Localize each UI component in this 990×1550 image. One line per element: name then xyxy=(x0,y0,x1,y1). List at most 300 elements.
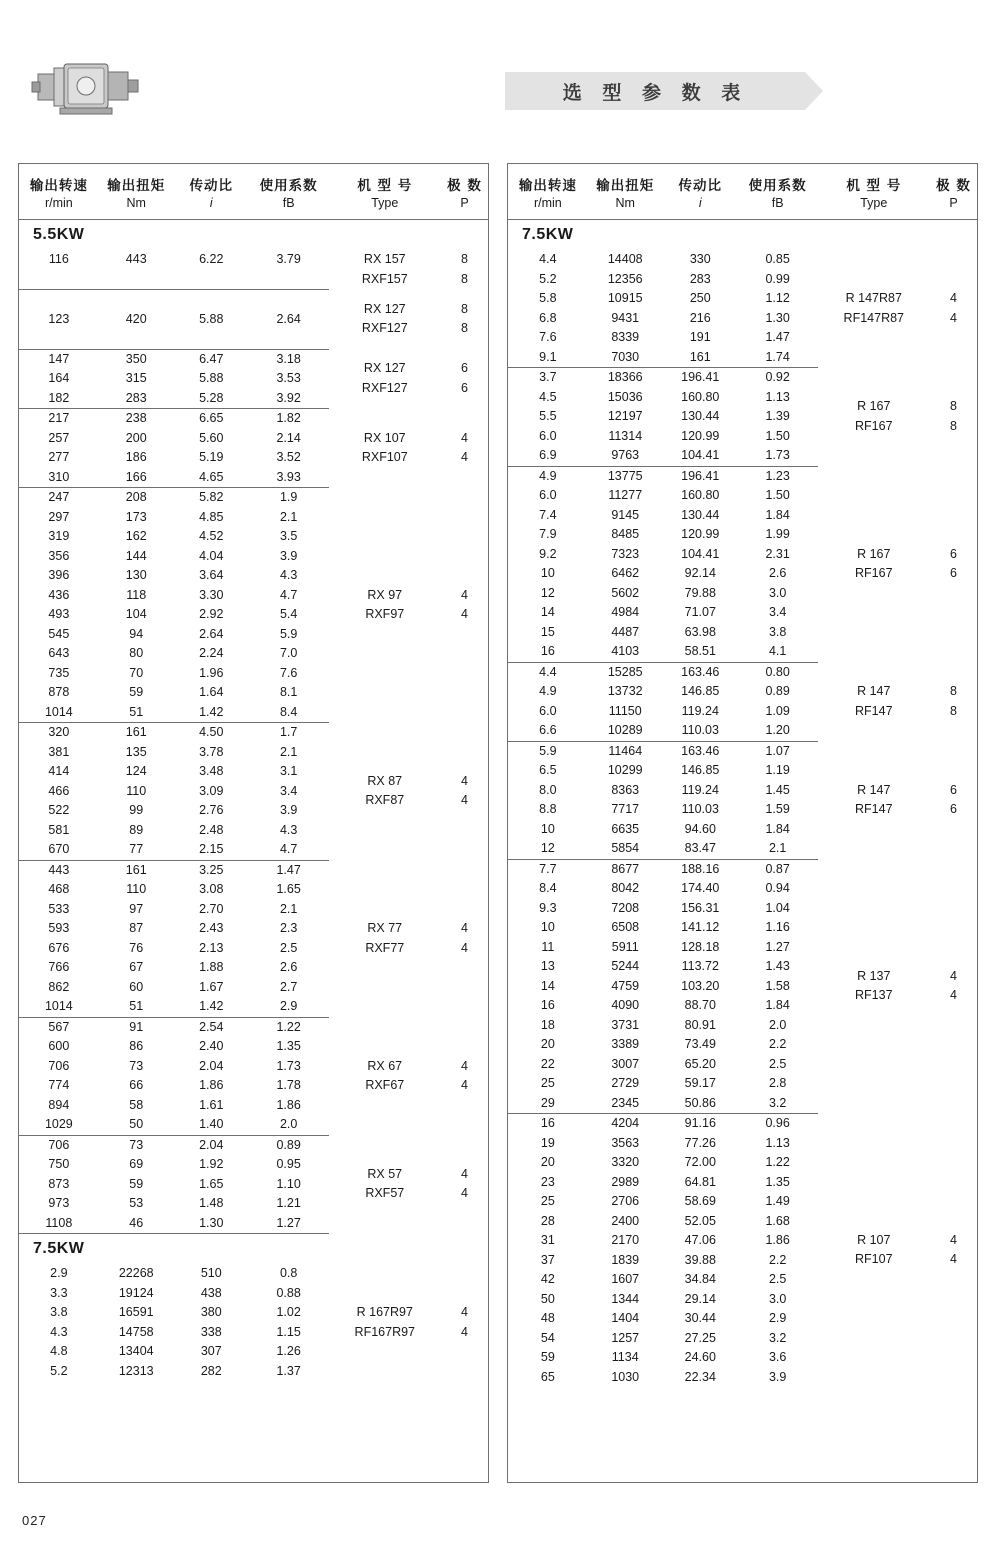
cell-nm: 350 xyxy=(125,351,147,366)
cell-rpm: 973 xyxy=(48,1196,70,1210)
cell-i: 2.04 xyxy=(199,1137,224,1152)
right-table-column xyxy=(507,163,978,1483)
cell-rpm: 48 xyxy=(540,1311,555,1325)
cell-fb: 1.78 xyxy=(276,1078,301,1092)
cell-nm: 4103 xyxy=(588,642,663,662)
cell-rpm: 50 xyxy=(540,1291,555,1306)
cell-i: 24.60 xyxy=(684,1350,716,1364)
poles-line-1: 4 xyxy=(461,1058,468,1073)
cell-i: 3.78 xyxy=(199,744,224,759)
cell-nm: 144 xyxy=(125,548,147,563)
cell-rpm: 7.9 xyxy=(539,527,557,541)
cell-nm: 124 xyxy=(125,764,147,778)
cell-fb: 1.73 xyxy=(738,446,818,466)
cell-i: 1.42 xyxy=(174,703,249,723)
cell-fb: 0.89 xyxy=(765,684,790,698)
cell-nm: 99 xyxy=(129,803,144,817)
cell-fb: 3.2 xyxy=(738,1094,818,1114)
cell-nm: 8363 xyxy=(611,782,640,797)
table-row xyxy=(508,1114,977,1134)
type-line-1: R 167 xyxy=(857,399,891,414)
cell-rpm: 147 xyxy=(48,351,70,366)
power-section-heading: 7.5KW xyxy=(33,1240,85,1257)
cell-fb: 5.9 xyxy=(279,626,298,641)
cell-poles xyxy=(441,723,488,861)
cell-nm: 2170 xyxy=(611,1233,640,1247)
type-line-1: RX 127 xyxy=(363,361,406,376)
cell-i: 30.44 xyxy=(684,1311,716,1325)
cell-nm: 89 xyxy=(129,822,144,837)
table-row xyxy=(19,1135,488,1155)
cell-i: 3.30 xyxy=(199,587,224,602)
cell-nm: 60 xyxy=(129,979,144,994)
cell-i: 1.40 xyxy=(174,1115,249,1135)
cell-rpm: 28 xyxy=(540,1213,555,1228)
cell-fb: 1.22 xyxy=(276,1019,301,1034)
cell-fb: 2.0 xyxy=(249,1115,329,1135)
cell-rpm: 8.8 xyxy=(539,802,557,816)
cell-poles xyxy=(930,741,977,859)
cell-poles xyxy=(441,1017,488,1135)
cell-nm: 186 xyxy=(125,450,147,464)
poles-line-1: 4 xyxy=(461,587,468,602)
poles-line-1: 4 xyxy=(461,430,468,445)
cell-i: 2.40 xyxy=(199,1039,224,1053)
cell-nm: 87 xyxy=(129,921,144,935)
cell-poles xyxy=(930,859,977,1114)
left-table-column xyxy=(18,163,489,1483)
cell-rpm: 381 xyxy=(48,744,70,759)
cell-fb: 1.84 xyxy=(765,507,790,522)
cell-nm: 1030 xyxy=(611,1369,640,1384)
cell-nm: 5854 xyxy=(588,839,663,859)
cell-fb: 3.8 xyxy=(768,624,787,639)
cell-fb: 8.1 xyxy=(279,685,298,699)
cell-rpm: 567 xyxy=(48,1019,70,1034)
poles-line-2: 4 xyxy=(950,310,957,325)
cell-nm: 10915 xyxy=(607,291,643,305)
cell-fb: 5.4 xyxy=(279,607,298,621)
table-row xyxy=(19,250,488,270)
cell-nm: 6508 xyxy=(611,920,640,934)
cell-rpm: 18 xyxy=(540,1017,555,1032)
cell-fb: 3.52 xyxy=(276,450,301,464)
header-unit-p: P xyxy=(460,196,469,210)
type-line-1: RX 157 xyxy=(363,252,406,267)
type-line-2: RXF87 xyxy=(365,793,405,808)
type-line-1: R 147 xyxy=(857,782,891,797)
cell-rpm: 766 xyxy=(48,960,70,974)
cell-type xyxy=(818,250,931,368)
cell-i: 2.13 xyxy=(199,940,224,955)
type-line-2: RF107 xyxy=(855,1252,893,1267)
cell-fb: 1.10 xyxy=(276,1176,301,1191)
cell-nm: 59 xyxy=(129,1176,144,1191)
header-output-torque: 输出扭矩 xyxy=(596,178,655,194)
cell-rpm: 9.3 xyxy=(539,900,557,915)
cell-fb: 7.6 xyxy=(279,665,298,680)
cell-fb: 1.86 xyxy=(765,1233,790,1247)
cell-i: 130.44 xyxy=(681,507,720,522)
cell-fb: 3.0 xyxy=(768,1291,787,1306)
type-line-2: RF147 xyxy=(855,802,893,816)
cell-rpm: 706 xyxy=(48,1137,70,1152)
cell-i: 39.88 xyxy=(684,1252,716,1267)
type-line-2: RXF67 xyxy=(365,1078,405,1092)
cell-i: 1.96 xyxy=(199,665,224,680)
cell-nm: 6635 xyxy=(611,821,640,836)
cell-rpm: 862 xyxy=(48,979,70,994)
cell-rpm: 443 xyxy=(48,862,70,877)
cell-i: 2.76 xyxy=(199,803,224,817)
cell-type xyxy=(329,1017,442,1135)
cell-i: 94.60 xyxy=(684,821,716,836)
cell-i: 2.43 xyxy=(199,921,224,935)
cell-fb: 2.31 xyxy=(765,546,790,561)
cell-rpm: 20 xyxy=(540,1155,555,1169)
poles-line-1: 4 xyxy=(461,1305,468,1319)
header-unit-rpm: r/min xyxy=(533,196,562,210)
cell-fb: 0.80 xyxy=(765,664,790,679)
type-line-2: RXF97 xyxy=(365,607,405,621)
type-line-2: RXF107 xyxy=(361,450,408,464)
cell-fb: 1.13 xyxy=(765,1135,790,1150)
cell-i: 5.88 xyxy=(199,311,224,326)
cell-rpm: 19 xyxy=(540,1135,555,1150)
cell-rpm: 59 xyxy=(540,1350,555,1364)
spec-tables xyxy=(18,163,978,1483)
cell-fb: 2.6 xyxy=(768,566,787,580)
type-line-1: RX 77 xyxy=(367,921,403,935)
header-poles: 极 数 xyxy=(936,178,971,194)
left-spec-table xyxy=(19,164,488,1381)
cell-fb: 2.1 xyxy=(279,744,298,759)
cell-fb: 2.3 xyxy=(279,921,298,935)
cell-rpm: 466 xyxy=(48,783,70,798)
cell-fb: 2.5 xyxy=(279,940,298,955)
cell-i: 146.85 xyxy=(681,763,720,777)
cell-rpm: 878 xyxy=(48,685,70,699)
cell-type xyxy=(329,349,442,409)
cell-i: 58.69 xyxy=(684,1194,716,1208)
cell-fb: 8.4 xyxy=(249,703,329,723)
cell-i: 88.70 xyxy=(684,998,716,1012)
cell-fb: 1.12 xyxy=(765,291,790,305)
type-line-1: RX 97 xyxy=(367,587,403,602)
cell-rpm: 7.4 xyxy=(539,507,557,522)
cell-nm: 173 xyxy=(125,509,147,524)
cell-nm: 16591 xyxy=(118,1305,154,1319)
poles-line-2: 8 xyxy=(461,271,468,286)
poles-line-2: 4 xyxy=(950,988,957,1003)
type-line-1: RX 107 xyxy=(363,430,406,445)
cell-rpm: 5.9 xyxy=(539,743,557,758)
cell-nm: 420 xyxy=(125,311,147,326)
cell-i: 3.48 xyxy=(199,764,224,778)
poles-line-1: 8 xyxy=(950,399,957,414)
cell-i: 146.85 xyxy=(681,684,720,698)
cell-rpm: 22 xyxy=(540,1056,555,1071)
cell-i: 104.41 xyxy=(663,446,738,466)
cell-i: 130.44 xyxy=(681,409,720,423)
cell-i: 5.82 xyxy=(199,490,224,504)
cell-nm: 77 xyxy=(99,840,174,860)
cell-fb: 1.99 xyxy=(765,527,790,541)
cell-fb: 0.95 xyxy=(276,1157,301,1171)
cell-fb: 3.53 xyxy=(276,371,301,385)
cell-nm: 76 xyxy=(129,940,144,955)
cell-nm: 11464 xyxy=(608,743,643,758)
cell-nm: 13775 xyxy=(607,468,643,483)
cell-rpm: 14 xyxy=(540,978,555,993)
cell-fb: 3.0 xyxy=(768,585,787,600)
cell-rpm: 16 xyxy=(540,998,555,1012)
cell-rpm: 25 xyxy=(540,1194,555,1208)
cell-nm: 238 xyxy=(125,411,147,425)
cell-poles xyxy=(930,466,977,662)
cell-fb: 0.96 xyxy=(765,1116,790,1130)
cell-nm: 7323 xyxy=(611,546,640,561)
cell-i: 2.64 xyxy=(199,626,224,641)
cell-rpm: 6.8 xyxy=(539,310,557,325)
cell-rpm: 10 xyxy=(540,821,555,836)
table-header-cn xyxy=(508,164,977,196)
cell-rpm: 42 xyxy=(540,1272,555,1286)
cell-nm: 14408 xyxy=(607,252,643,266)
cell-nm: 86 xyxy=(129,1039,144,1053)
cell-rpm: 5.2 xyxy=(50,1363,68,1378)
cell-i: 1.42 xyxy=(174,997,249,1017)
cell-type xyxy=(818,859,931,1114)
cell-nm: 3731 xyxy=(611,1017,640,1032)
cell-rpm: 4.4 xyxy=(539,664,557,679)
cell-type xyxy=(329,860,442,1017)
cell-poles xyxy=(930,662,977,741)
cell-i: 103.20 xyxy=(681,978,720,993)
type-line-2: RF147R87 xyxy=(843,310,904,325)
cell-rpm: 6.9 xyxy=(508,446,588,466)
table-row xyxy=(19,290,488,310)
cell-nm: 80 xyxy=(129,646,144,660)
table-row xyxy=(19,1264,488,1284)
page-number: 027 xyxy=(22,1513,47,1528)
cell-i: 2.92 xyxy=(199,607,224,621)
cell-fb: 1.45 xyxy=(765,782,790,797)
cell-nm: 3320 xyxy=(611,1155,640,1169)
poles-line-1: 4 xyxy=(950,968,957,983)
cell-nm: 5911 xyxy=(611,939,639,954)
poles-line-2: 4 xyxy=(461,1324,468,1339)
poles-line-2: 4 xyxy=(461,450,468,464)
cell-i: 71.07 xyxy=(684,605,716,619)
cell-i: 29.14 xyxy=(684,1291,716,1306)
cell-spacer xyxy=(19,290,99,310)
cell-rpm: 14 xyxy=(540,605,555,619)
header-unit-nm: Nm xyxy=(615,196,635,210)
cell-i: 119.24 xyxy=(681,782,719,797)
cell-fb: 2.14 xyxy=(276,430,301,445)
cell-fb: 0.87 xyxy=(765,861,790,876)
cell-i: 160.80 xyxy=(681,488,720,502)
cell-i: 3.25 xyxy=(199,862,224,877)
cell-i: 4.85 xyxy=(199,509,224,524)
header-ratio: 传动比 xyxy=(678,178,723,194)
cell-i: 6.47 xyxy=(199,351,224,366)
cell-fb: 1.35 xyxy=(276,1039,301,1053)
cell-fb: 2.7 xyxy=(279,979,298,994)
cell-fb: 0.92 xyxy=(765,370,790,384)
header-output-torque: 输出扭矩 xyxy=(107,178,166,194)
cell-rpm: 31 xyxy=(540,1233,555,1247)
type-line-2: RF167 xyxy=(855,566,893,580)
cell-fb: 1.50 xyxy=(765,428,790,443)
cell-nm: 8042 xyxy=(611,881,640,895)
cell-rpm: 10 xyxy=(540,920,555,934)
cell-rpm: 164 xyxy=(48,371,70,385)
cell-poles xyxy=(930,368,977,467)
cell-rpm: 12 xyxy=(540,585,555,600)
cell-fb: 2.2 xyxy=(768,1037,787,1051)
cell-fb: 0.88 xyxy=(276,1285,301,1300)
cell-i: 113.72 xyxy=(681,959,719,973)
header-unit-rpm: r/min xyxy=(44,196,73,210)
cell-nm: 59 xyxy=(129,685,144,699)
cell-type xyxy=(329,250,442,290)
cell-type xyxy=(329,723,442,861)
cell-rpm: 25 xyxy=(540,1076,555,1090)
cell-i: 79.88 xyxy=(684,585,716,600)
cell-nm: 1839 xyxy=(611,1252,640,1267)
cell-fb: 2.2 xyxy=(768,1252,787,1267)
cell-nm: 3389 xyxy=(611,1037,640,1051)
cell-i: 6.22 xyxy=(199,252,224,266)
cell-nm: 208 xyxy=(125,490,147,504)
cell-rpm: 676 xyxy=(48,940,70,955)
poles-line-1: 8 xyxy=(950,684,957,698)
cell-rpm: 20 xyxy=(540,1037,555,1051)
cell-rpm: 468 xyxy=(48,882,70,896)
cell-fb: 0.8 xyxy=(279,1266,298,1280)
cell-fb: 3.9 xyxy=(768,1369,787,1384)
cell-fb: 3.9 xyxy=(279,803,298,817)
cell-fb: 1.07 xyxy=(765,743,790,758)
cell-fb: 4.7 xyxy=(279,587,298,602)
cell-rpm: 1014 xyxy=(19,703,99,723)
cell-type xyxy=(329,290,442,350)
cell-rpm: 4.4 xyxy=(539,252,557,266)
cell-i: 163.46 xyxy=(681,664,720,679)
cell-rpm: 8.4 xyxy=(539,881,557,895)
cell-rpm: 5.8 xyxy=(539,291,557,305)
type-line-1: RX 57 xyxy=(367,1166,403,1181)
cell-fb: 3.18 xyxy=(276,351,301,366)
cell-fb: 1.37 xyxy=(276,1363,301,1378)
cell-i: 47.06 xyxy=(684,1233,716,1247)
cell-nm: 110 xyxy=(126,882,147,896)
table-row xyxy=(19,1017,488,1037)
poles-line-2: 6 xyxy=(950,802,957,816)
cell-nm: 13404 xyxy=(118,1344,154,1358)
cell-rpm: 11 xyxy=(541,939,555,954)
cell-i: 1.30 xyxy=(174,1214,249,1234)
header-unit-i: i xyxy=(698,196,702,210)
cell-rpm: 16 xyxy=(508,642,588,662)
cell-i: 1.48 xyxy=(199,1196,224,1210)
cell-nm: 15285 xyxy=(607,664,643,679)
cell-nm: 22268 xyxy=(118,1266,154,1280)
cell-nm: 13732 xyxy=(607,684,643,698)
cell-type xyxy=(329,1264,442,1381)
header-service-factor: 使用系数 xyxy=(748,178,807,194)
cell-rpm: 533 xyxy=(48,901,70,916)
cell-fb: 1.68 xyxy=(765,1213,790,1228)
cell-i: 438 xyxy=(200,1285,222,1300)
cell-i: 80.91 xyxy=(684,1017,716,1032)
cell-i: 160.80 xyxy=(681,389,720,404)
cell-nm: 50 xyxy=(99,1115,174,1135)
cell-nm: 118 xyxy=(126,587,147,602)
cell-fb: 1.50 xyxy=(765,488,790,502)
header-ratio: 传动比 xyxy=(189,178,234,194)
cell-nm: 12197 xyxy=(607,409,643,423)
type-line-2: RXF157 xyxy=(361,271,408,286)
cell-i: 110.03 xyxy=(663,721,738,741)
cell-rpm: 319 xyxy=(48,529,70,543)
page-header xyxy=(0,0,990,120)
cell-rpm: 545 xyxy=(48,626,70,641)
cell-fb: 1.30 xyxy=(765,310,790,325)
cell-type xyxy=(818,466,931,662)
cell-i: 52.05 xyxy=(684,1213,716,1228)
type-line-1: R 167 xyxy=(857,546,891,561)
type-line-1: RX 127 xyxy=(363,301,406,316)
cell-type xyxy=(818,368,931,467)
cell-rpm: 581 xyxy=(48,822,70,837)
cell-fb: 1.26 xyxy=(276,1344,301,1358)
cell-rpm: 6.0 xyxy=(539,488,557,502)
cell-nm: 14758 xyxy=(118,1324,154,1339)
table-row xyxy=(19,349,488,369)
cell-fb: 1.86 xyxy=(276,1097,301,1112)
cell-i: 338 xyxy=(200,1324,222,1339)
table-row xyxy=(19,409,488,429)
type-line-2: RF147 xyxy=(855,703,893,718)
cell-rpm: 436 xyxy=(48,587,70,602)
table-row xyxy=(19,723,488,743)
cell-i: 3.09 xyxy=(199,783,224,798)
cell-fb: 2.1 xyxy=(279,509,298,524)
cell-nm: 4759 xyxy=(611,978,640,993)
cell-rpm: 13 xyxy=(540,959,555,973)
cell-fb: 3.4 xyxy=(279,783,298,798)
cell-nm: 2345 xyxy=(588,1094,663,1114)
cell-nm: 2400 xyxy=(611,1213,640,1228)
cell-fb: 4.3 xyxy=(279,822,298,837)
cell-rpm: 12 xyxy=(508,839,588,859)
cell-rpm: 65 xyxy=(540,1369,555,1384)
cell-nm: 110 xyxy=(126,783,147,798)
poles-line-1: 8 xyxy=(461,252,468,267)
cell-rpm: 54 xyxy=(540,1330,555,1345)
type-line-2: RF167R97 xyxy=(354,1324,415,1339)
cell-i: 58.51 xyxy=(663,642,738,662)
cell-i: 161 xyxy=(663,348,738,368)
cell-rpm: 356 xyxy=(48,548,70,563)
cell-i: 22.34 xyxy=(684,1369,716,1384)
cell-fb: 3.2 xyxy=(768,1330,787,1345)
cell-rpm: 670 xyxy=(19,840,99,860)
cell-nm: 11277 xyxy=(608,488,643,502)
